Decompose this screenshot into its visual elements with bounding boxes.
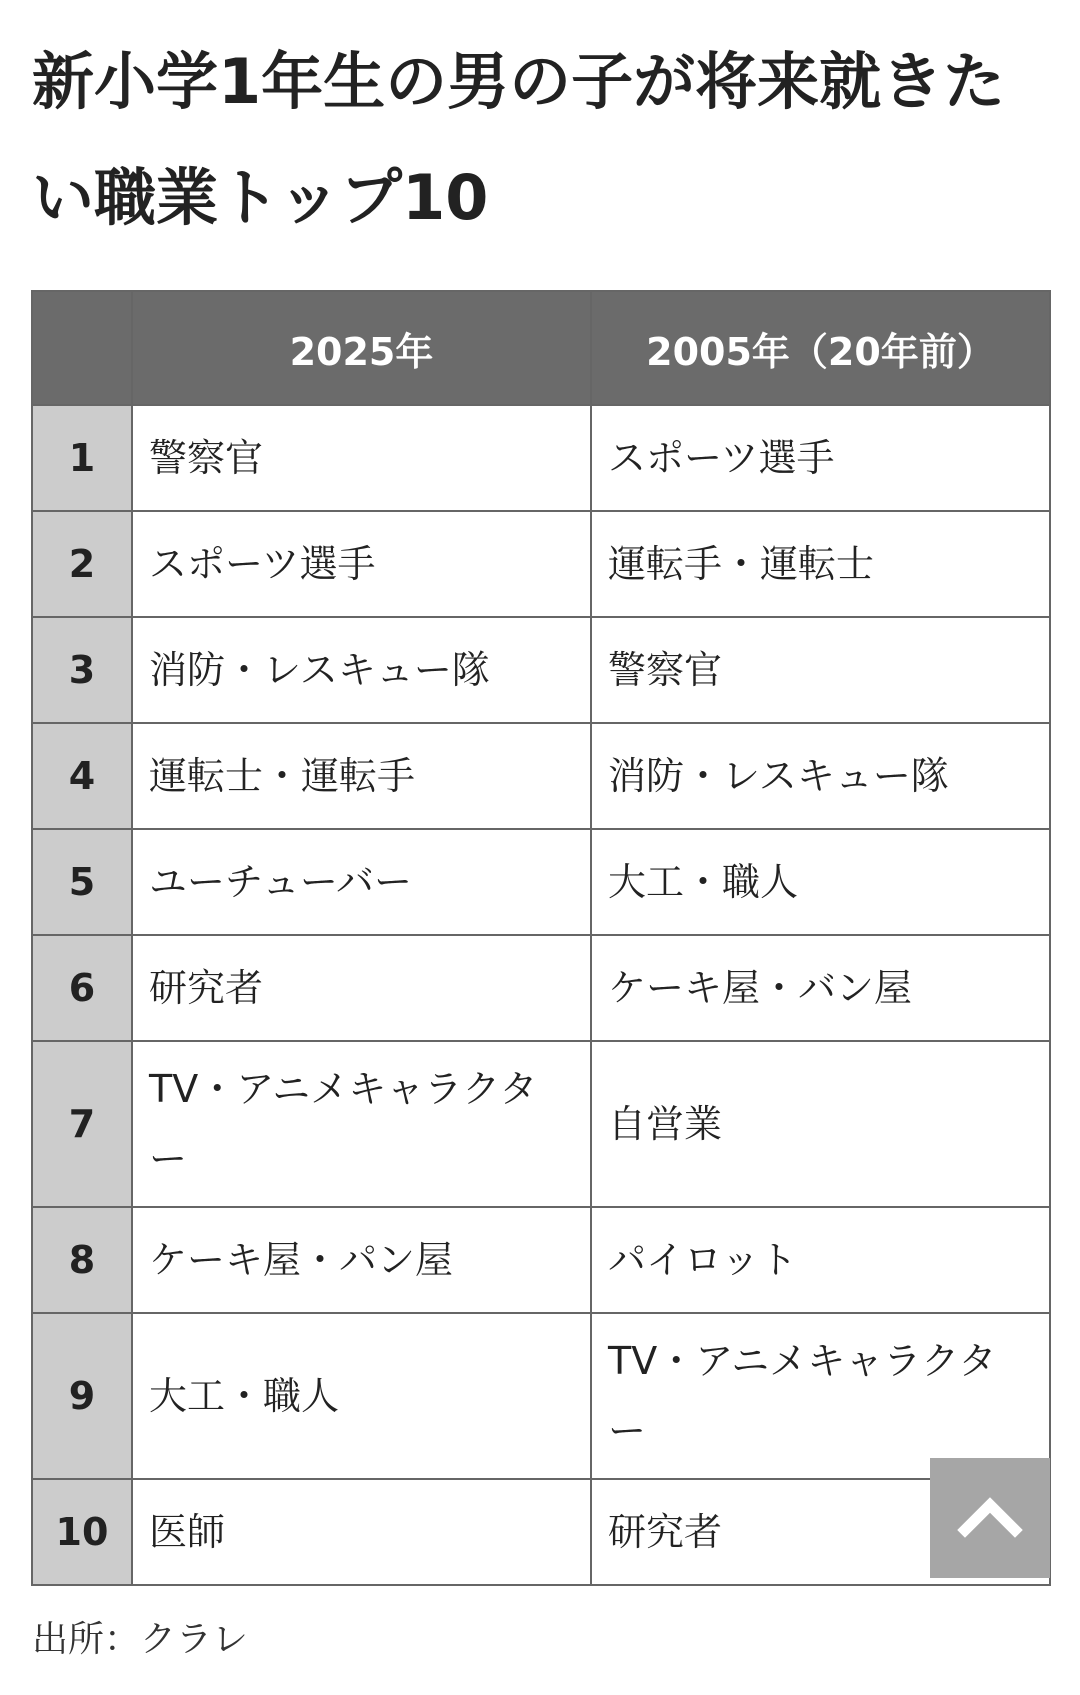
job-2005-cell: 警察官 bbox=[591, 617, 1050, 723]
header-2025: 2025年 bbox=[132, 291, 591, 405]
table-row bbox=[32, 511, 1050, 617]
job-2005-cell: パイロット bbox=[591, 1207, 1050, 1313]
rank-cell: 6 bbox=[32, 935, 132, 1041]
rank-cell: 4 bbox=[32, 723, 132, 829]
job-2005-cell: TV・アニメキャラクター bbox=[591, 1313, 1050, 1479]
job-2005-cell: 研究者 bbox=[591, 1479, 1050, 1585]
table-row bbox=[32, 1479, 1050, 1585]
rank-cell: 3 bbox=[32, 617, 132, 723]
rank-cell: 9 bbox=[32, 1313, 132, 1479]
table-row bbox=[32, 1313, 1050, 1479]
page-title: 新小学1年生の男の子が将来就きたい職業トップ10 bbox=[32, 45, 1006, 234]
rank-cell: 10 bbox=[32, 1479, 132, 1585]
job-2005-cell: 消防・レスキュー隊 bbox=[591, 723, 1050, 829]
rank-cell: 8 bbox=[32, 1207, 132, 1313]
job-2025-cell: 消防・レスキュー隊 bbox=[132, 617, 591, 723]
chevron-up-icon bbox=[930, 1458, 1050, 1578]
rank-cell: 1 bbox=[32, 405, 132, 511]
table-row bbox=[32, 405, 1050, 511]
rank-cell: 5 bbox=[32, 829, 132, 935]
job-2005-cell: スポーツ選手 bbox=[591, 405, 1050, 511]
job-2005-cell: 運転手・運転士 bbox=[591, 511, 1050, 617]
table-row bbox=[32, 935, 1050, 1041]
job-2025-cell: 研究者 bbox=[132, 935, 591, 1041]
job-2025-cell: TV・アニメキャラクター bbox=[132, 1041, 591, 1207]
job-2025-cell: スポーツ選手 bbox=[132, 511, 591, 617]
rank-cell: 2 bbox=[32, 511, 132, 617]
job-2025-cell: 医師 bbox=[132, 1479, 591, 1585]
header-rank bbox=[32, 291, 132, 405]
job-2025-cell: ユーチューバー bbox=[132, 829, 591, 935]
table-row bbox=[32, 617, 1050, 723]
table-header-row bbox=[32, 291, 1050, 405]
source-note: 出所：クラレ bbox=[32, 1619, 249, 1660]
rank-cell: 7 bbox=[32, 1041, 132, 1207]
header-2005: 2005年（20年前） bbox=[591, 291, 1050, 405]
job-2025-cell: 大工・職人 bbox=[132, 1313, 591, 1479]
scroll-to-top-button[interactable] bbox=[930, 1458, 1050, 1578]
table-row bbox=[32, 829, 1050, 935]
table-row bbox=[32, 1041, 1050, 1207]
job-2025-cell: 警察官 bbox=[132, 405, 591, 511]
table-row bbox=[32, 723, 1050, 829]
ranking-table bbox=[31, 290, 1051, 1586]
job-2005-cell: ケーキ屋・バン屋 bbox=[591, 935, 1050, 1041]
table-row bbox=[32, 1207, 1050, 1313]
job-2025-cell: 運転士・運転手 bbox=[132, 723, 591, 829]
job-2005-cell: 大工・職人 bbox=[591, 829, 1050, 935]
job-2025-cell: ケーキ屋・パン屋 bbox=[132, 1207, 591, 1313]
job-2005-cell: 自営業 bbox=[591, 1041, 1050, 1207]
